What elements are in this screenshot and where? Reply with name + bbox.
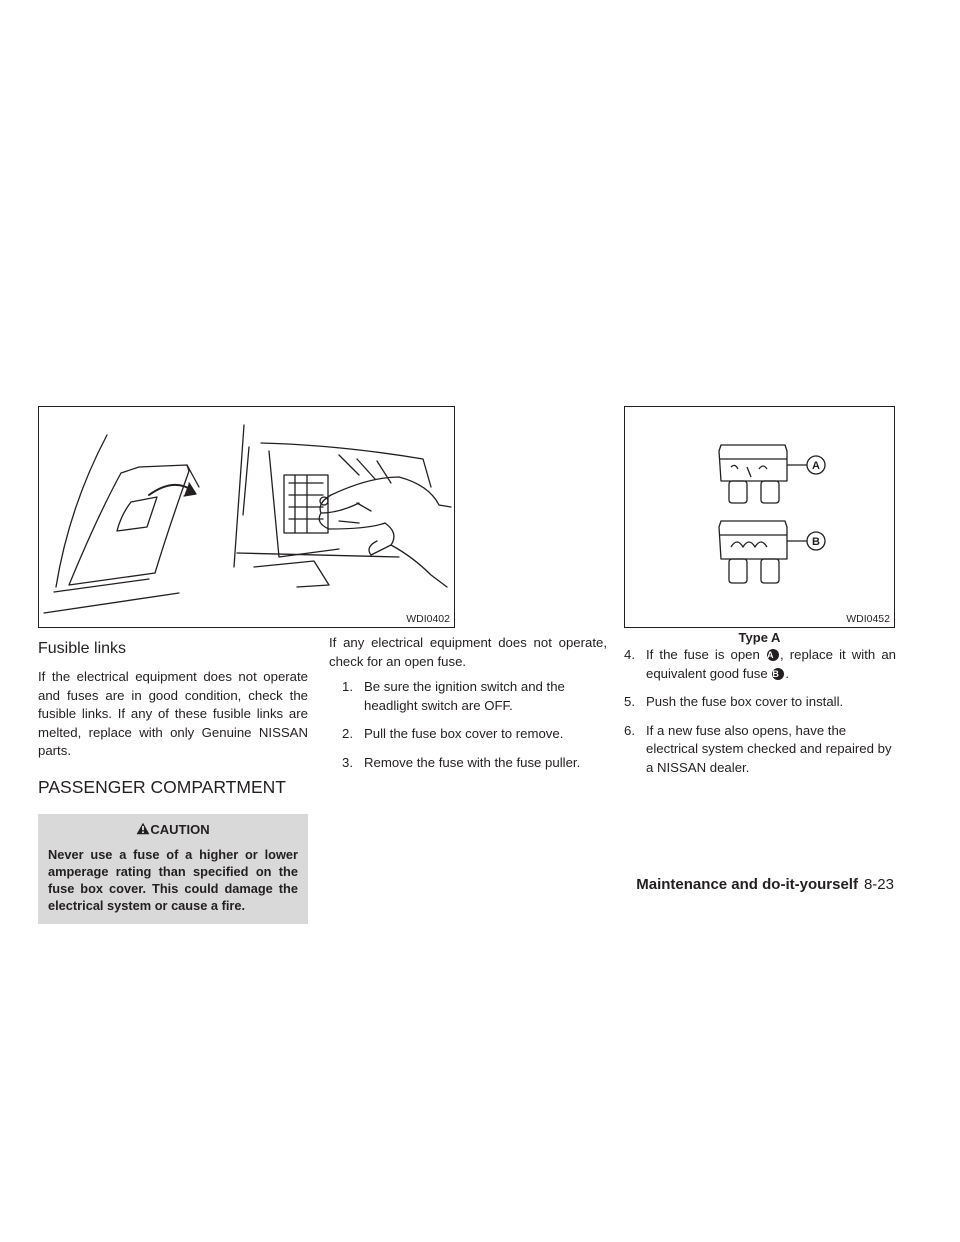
paragraph-fusible-links: If the electrical equipment does not operate and fuses are in good condition, check the fusible links. If any of these fusible links are melted, replace with only Genuine NISSAN parts. <box>38 669 308 759</box>
paragraph-intro: If any electrical equipment does not operate, check for an open fuse. <box>329 635 607 669</box>
step-number: 4. <box>624 647 635 662</box>
page-footer <box>636 876 894 893</box>
step-text: If a new fuse also opens, have the electrical system checked and repaired by a NISSAN dealer. <box>646 722 892 775</box>
caution-text: Never use a fuse of a higher or lower amperage rating than specified on the fuse box cover. This could damage the electrical system or cause a fire. <box>48 846 298 913</box>
marker-b: B <box>772 668 784 680</box>
caution-header <box>48 822 298 838</box>
step-text: , replace it with an equivalent good fuse <box>646 647 896 681</box>
figure-fuse-box <box>38 406 455 628</box>
section-title-passenger-compartment: PASSENGER COMPARTMENT <box>38 776 286 797</box>
figure-code: WDI0402 <box>406 613 450 625</box>
footer-section: Maintenance and do-it-yourself <box>636 876 858 893</box>
left-column <box>38 640 308 924</box>
section-title-fusible-links: Fusible links <box>38 640 127 657</box>
step-text: Be sure the ignition switch and the headlight switch are OFF. <box>364 679 565 713</box>
step-text: Pull the fuse box cover to remove. <box>364 726 564 742</box>
step-text: Push the fuse box cover to install. <box>646 694 844 710</box>
marker-a: A <box>767 649 779 661</box>
step-number: 6. <box>624 722 635 738</box>
page-number: 8-23 <box>863 876 894 893</box>
list-item <box>342 725 607 744</box>
caution-box <box>38 814 308 924</box>
step-number: 3. <box>342 754 353 770</box>
caution-title: CAUTION <box>150 821 210 837</box>
list-item <box>342 678 607 715</box>
middle-column <box>329 634 607 773</box>
right-column <box>624 646 896 778</box>
list-item <box>624 646 896 683</box>
step-number: 2. <box>342 726 353 742</box>
step-text: . <box>785 665 790 681</box>
fuse-type-illustration <box>625 407 894 627</box>
figure-caption: Type A <box>738 630 781 645</box>
step-text: Remove the fuse with the fuse puller. <box>364 754 581 770</box>
list-item <box>624 722 896 778</box>
step-number: 5. <box>624 694 635 710</box>
list-item <box>342 754 607 773</box>
fuse-label-a: A <box>812 460 820 472</box>
figure-code: WDI0452 <box>846 613 890 625</box>
figure-fuse-type <box>624 406 895 628</box>
fuse-label-b: B <box>812 536 820 548</box>
step-text: If the fuse is open <box>646 647 760 662</box>
step-number: 1. <box>342 679 353 695</box>
fuse-box-illustration <box>39 407 454 627</box>
list-item <box>624 693 896 712</box>
warning-icon <box>136 822 150 835</box>
